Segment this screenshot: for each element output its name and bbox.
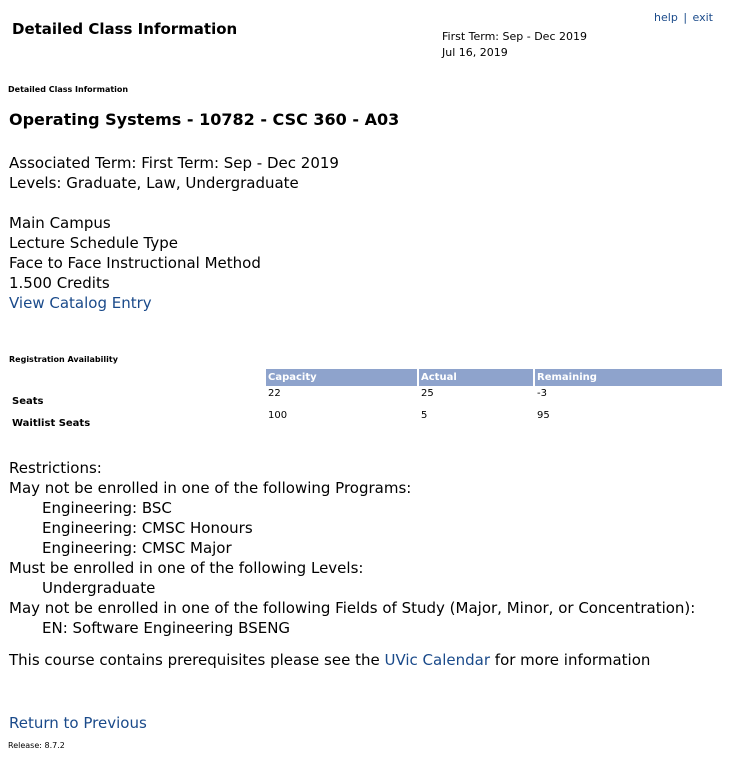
prereq-text-before: This course contains prerequisites please see the	[9, 651, 385, 669]
row-label-waitlist-seats: Waitlist Seats	[12, 418, 91, 429]
availability-table	[8, 369, 724, 430]
waitlist-actual: 5	[421, 410, 428, 421]
page-title: Detailed Class Information	[12, 20, 238, 38]
seats-capacity: 22	[268, 388, 281, 399]
help-link[interactable]: help	[654, 11, 678, 24]
credits: 1.500 Credits	[9, 274, 110, 292]
column-header-remaining: Remaining	[535, 369, 722, 386]
levels: Levels: Graduate, Law, Undergraduate	[9, 174, 299, 192]
seats-remaining: -3	[537, 388, 547, 399]
release-version: Release: 8.7.2	[8, 741, 65, 750]
seats-actual: 25	[421, 388, 434, 399]
uvic-calendar-link[interactable]: UVic Calendar	[384, 651, 491, 669]
header-blank-cell	[10, 369, 264, 386]
class-title: Operating Systems - 10782 - CSC 360 - A03	[9, 110, 400, 129]
instructional-method: Face to Face Instructional Method	[9, 254, 261, 272]
program-item: Engineering: CMSC Honours	[42, 519, 253, 537]
fields-rule: May not be enrolled in one of the following Fields of Study (Major, Minor, or Concentration):	[9, 599, 696, 617]
row-label-seats: Seats	[12, 396, 44, 407]
table-row	[10, 408, 722, 430]
view-catalog-entry-link[interactable]: View Catalog Entry	[9, 294, 152, 312]
section-heading: Detailed Class Information	[8, 85, 129, 94]
prerequisites-note	[9, 650, 650, 670]
availability-heading: Registration Availability	[9, 355, 118, 364]
field-item: EN: Software Engineering BSENG	[42, 619, 291, 637]
associated-term: Associated Term: First Term: Sep - Dec 2019	[9, 154, 339, 172]
waitlist-remaining: 95	[537, 410, 550, 421]
programs-rule: May not be enrolled in one of the following Programs:	[9, 479, 412, 497]
header-term-info	[442, 29, 587, 61]
link-separator: |	[683, 11, 688, 24]
details-block	[9, 213, 261, 313]
term-block	[9, 153, 339, 193]
level-item: Undergraduate	[42, 579, 156, 597]
prereq-text-after: for more information	[490, 651, 651, 669]
availability-header-row	[10, 369, 722, 386]
waitlist-capacity: 100	[268, 410, 288, 421]
return-to-previous-link[interactable]: Return to Previous	[9, 714, 147, 732]
campus: Main Campus	[9, 214, 111, 232]
schedule-type: Lecture Schedule Type	[9, 234, 178, 252]
column-header-capacity: Capacity	[266, 369, 417, 386]
restrictions-heading: Restrictions:	[9, 459, 102, 477]
header-date: Jul 16, 2019	[442, 46, 508, 59]
table-row	[10, 386, 722, 408]
restrictions-block	[9, 458, 695, 638]
levels-rule: Must be enrolled in one of the following Levels:	[9, 559, 364, 577]
program-item: Engineering: BSC	[42, 499, 172, 517]
top-links	[654, 11, 713, 24]
column-header-actual: Actual	[419, 369, 533, 386]
header-term: First Term: Sep - Dec 2019	[442, 30, 587, 43]
exit-link[interactable]: exit	[692, 11, 713, 24]
program-item: Engineering: CMSC Major	[42, 539, 232, 557]
